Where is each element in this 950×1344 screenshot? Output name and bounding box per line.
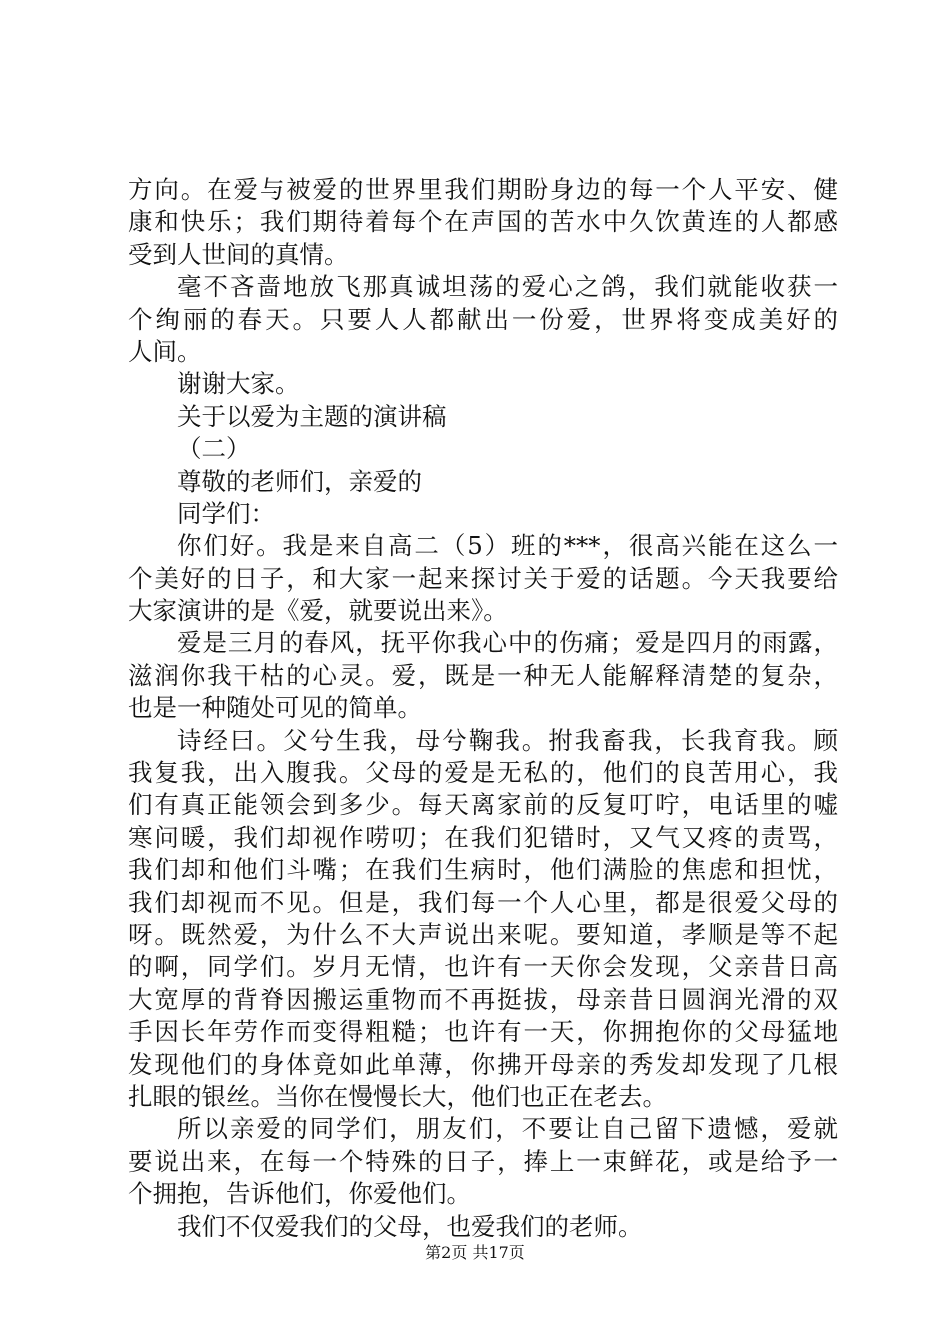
- text-line: 谢谢大家。: [177, 369, 300, 399]
- text-line: 大宽厚的背脊因搬运重物而不再挺拔，母亲昔日圆润光滑的双: [128, 984, 838, 1014]
- text-line: 尊敬的老师们，亲爱的: [177, 466, 422, 496]
- text-line: 我们不仅爱我们的父母，也爱我们的老师。: [177, 1211, 643, 1241]
- document-body: [128, 174, 838, 1243]
- text-line: 受到人世间的真情。: [128, 239, 349, 269]
- text-line: 发现他们的身体竟如此单薄，你拂开母亲的秀发却发现了几根: [128, 1049, 838, 1079]
- text-line: 大家演讲的是《爱，就要说出来》。: [128, 596, 508, 626]
- text-line: 也是一种随处可见的简单。: [128, 693, 422, 723]
- text-line: 毫不吝啬地放飞那真诚坦荡的爱心之鸽，我们就能收获一: [177, 272, 838, 302]
- text-line: 的啊，同学们。岁月无情，也许有一天你会发现，父亲昔日高: [128, 952, 838, 982]
- text-line: 要说出来，在每一个特殊的日子，捧上一束鲜花，或是给予一: [128, 1146, 838, 1176]
- text-line: 关于以爱为主题的演讲稿: [177, 401, 447, 431]
- text-line: 个美好的日子，和大家一起来探讨关于爱的话题。今天我要给: [128, 563, 838, 593]
- text-line: 呀。既然爱，为什么不大声说出来呢。要知道，孝顺是等不起: [128, 919, 838, 949]
- text-line: 们有真正能领会到多少。每天离家前的反复叮咛，电话里的嘘: [128, 790, 838, 820]
- text-line: 个绚丽的春天。只要人人都献出一份爱，世界将变成美好的: [128, 304, 838, 334]
- page-footer: 第2页 共17页: [425, 1243, 525, 1262]
- text-line: （二）: [177, 434, 251, 464]
- text-line: 方向。在爱与被爱的世界里我们期盼身边的每一个人平安、健: [128, 175, 838, 204]
- text-line: 康和快乐；我们期待着每个在声国的苦水中久饮黄连的人都感: [128, 207, 838, 237]
- text-line: 寒问暖，我们却视作唠叨；在我们犯错时，又气又疼的责骂，: [128, 822, 838, 852]
- text-line: 人间。: [128, 336, 202, 366]
- text-line: 爱是三月的春风，抚平你我心中的伤痛；爱是四月的雨露，: [177, 628, 838, 658]
- text-line: 滋润你我干枯的心灵。爱，既是一种无人能解释清楚的复杂，: [128, 660, 838, 690]
- text-line: 所以亲爱的同学们，朋友们，不要让自己留下遗憾，爱就: [177, 1114, 838, 1144]
- text-line: 个拥抱，告诉他们，你爱他们。: [128, 1179, 471, 1209]
- text-line: 我们却和他们斗嘴；在我们生病时，他们满脸的焦虑和担忧，: [128, 855, 838, 885]
- text-line: 同学们：: [177, 498, 275, 528]
- text-line: 诗经曰。父兮生我，母兮鞠我。拊我畜我，长我育我。顾: [177, 725, 838, 755]
- text-line: 我们却视而不见。但是，我们每一个人心里，都是很爱父母的: [128, 887, 838, 917]
- text-line: 你们好。我是来自高二（5）班的***，很高兴能在这么一: [177, 531, 838, 561]
- text-line: 扎眼的银丝。当你在慢慢长大，他们也正在老去。: [128, 1081, 667, 1111]
- text-line: 我复我，出入腹我。父母的爱是无私的，他们的良苦用心，我: [128, 758, 838, 788]
- text-line: 手因长年劳作而变得粗糙；也许有一天，你拥抱你的父母猛地: [128, 1017, 838, 1047]
